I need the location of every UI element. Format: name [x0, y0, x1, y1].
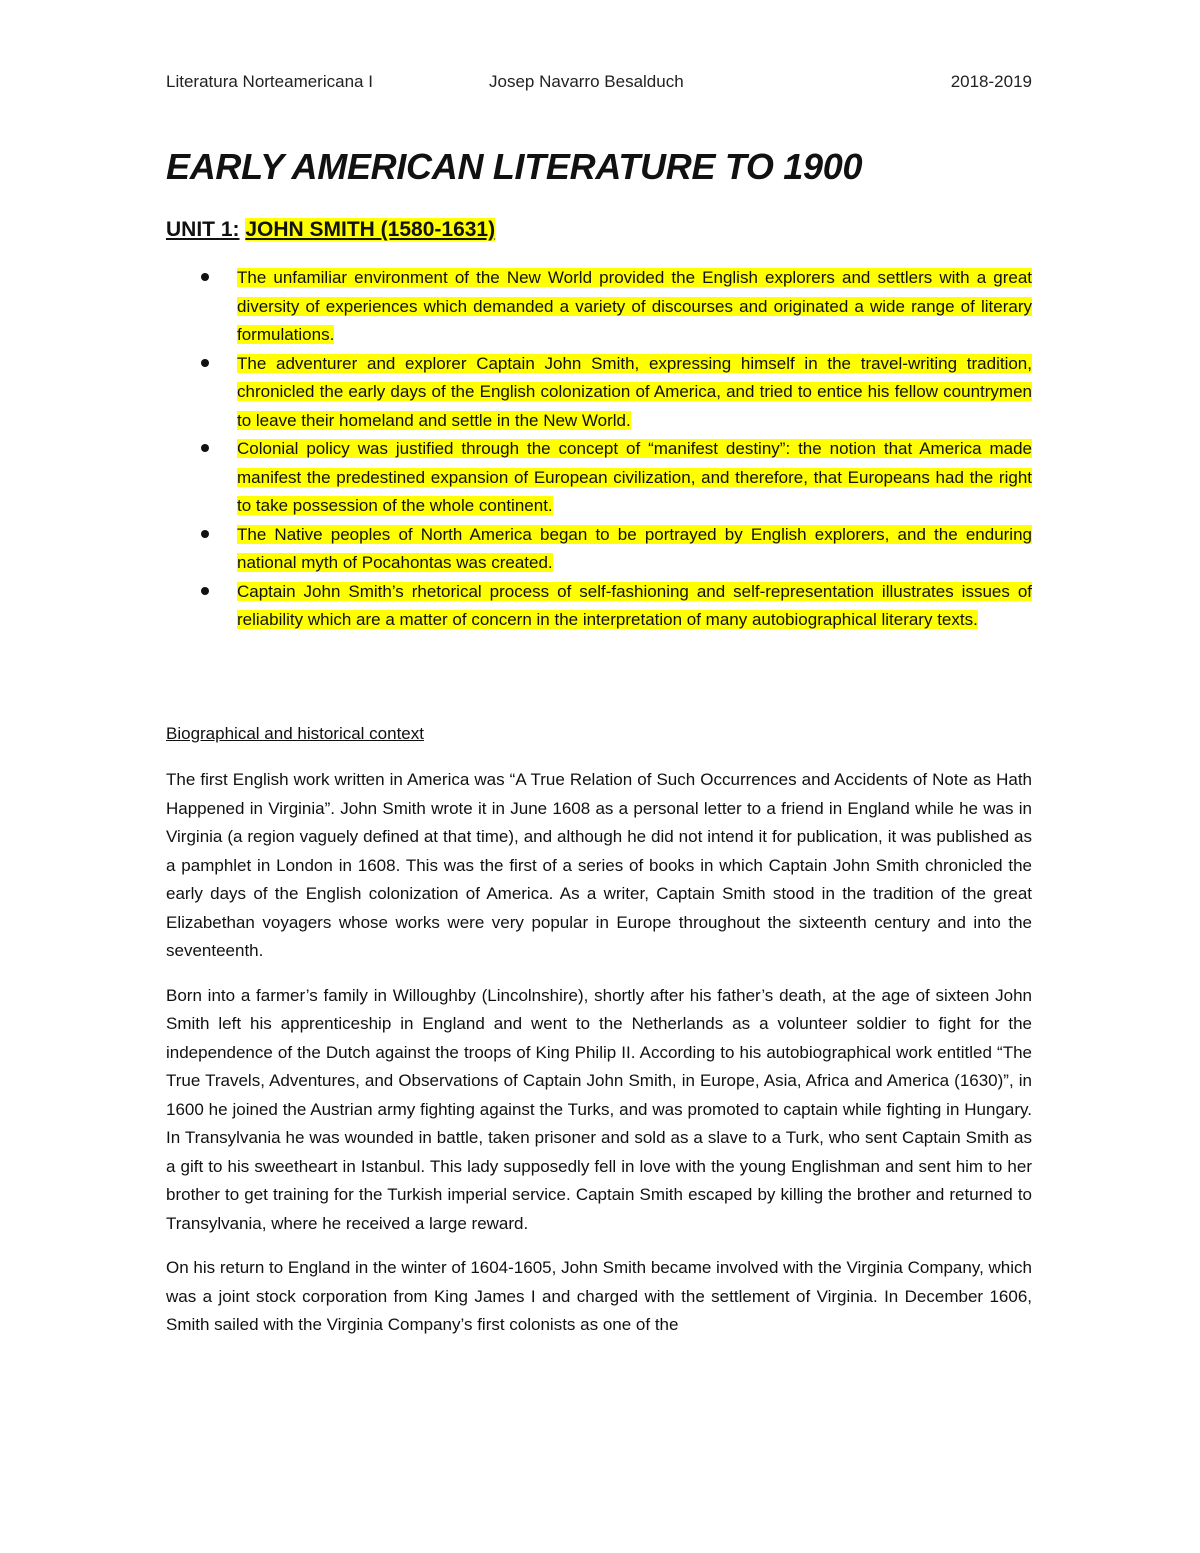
- bullet-item: [166, 350, 1032, 436]
- bullet-icon: [201, 273, 209, 281]
- paragraph: Born into a farmer’s family in Willoughby (Lincolnshire), shortly after his father’s death, at the age of sixteen John Smith left his apprenticeship in England and went to the Netherlands as a volunteer soldier to fight for the independence of the Dutch against the troops of King Philip II. According to his autobiographical work entitled “The True Travels, Adventures, and Observations of Captain John Smith, in Europe, Asia, Africa and America (1630)”, in 1600 he joined the Austrian army fighting against the Turks, and was promoted to captain while fighting in Hungary. In Transylvania he was wounded in battle, taken prisoner and sold as a slave to a Turk, who sent Captain Smith as a gift to his sweetheart in Istanbul. This lady supposedly fell in love with the young Englishman and sent him to her brother to get training for the Turkish imperial service. Captain Smith escaped by killing the brother and returned to Transylvania, where he received a large reward.: [166, 985, 1032, 1233]
- bullet-icon: [201, 444, 209, 452]
- bullet-icon: [201, 359, 209, 367]
- header-author: Josep Navarro Besalduch: [489, 72, 684, 91]
- body-text: [166, 766, 1032, 1356]
- section-heading: Biographical and historical context: [166, 724, 424, 743]
- header-year: 2018-2019: [950, 72, 1032, 91]
- unit-name: JOHN SMITH (1580-1631): [245, 218, 496, 241]
- unit-heading: [166, 218, 495, 242]
- bullet-icon: [201, 587, 209, 595]
- bullet-item: [166, 435, 1032, 521]
- bullet-icon: [201, 530, 209, 538]
- bullet-item: [166, 264, 1032, 350]
- header-course: Literatura Norteamericana I: [166, 72, 373, 91]
- bullet-text: The unfamiliar environment of the New World provided the English explorers and settlers with a great diversity of experiences which demanded a variety of discourses and originated a wide range of literary formulations.: [237, 268, 1032, 344]
- bullet-item: [166, 521, 1032, 578]
- bullet-text: Colonial policy was justified through the concept of “manifest destiny”: the notion that America made manifest the predestined expansion of European civilization, and therefore, that Europeans had the right to take possession of the whole continent.: [237, 439, 1032, 515]
- page-header: [166, 72, 1032, 96]
- bullet-item: [166, 578, 1032, 635]
- paragraph: On his return to England in the winter of 1604-1605, John Smith became involved with the Virginia Company, which was a joint stock corporation from King James I and charged with the settlement of Virginia. In December 1606, Smith sailed with the Virginia Company’s first colonists as one of the: [166, 1258, 1032, 1334]
- unit-label: UNIT 1:: [166, 218, 240, 241]
- document-title: EARLY AMERICAN LITERATURE TO 1900: [166, 146, 863, 187]
- summary-bullet-list: [166, 264, 1032, 635]
- bullet-text: The adventurer and explorer Captain John Smith, expressing himself in the travel-writing tradition, chronicled the early days of the English colonization of America, and tried to entice his fellow countrymen to leave their homeland and settle in the New World.: [237, 353, 1032, 430]
- bullet-text: The Native peoples of North America began to be portrayed by English explorers, and the enduring national myth of Pocahontas was created.: [237, 524, 1032, 572]
- paragraph: The first English work written in America was “A True Relation of Such Occurrences and Accidents of Note as Hath Happened in Virginia”. John Smith wrote it in June 1608 as a personal letter to a friend in England while he was in Virginia (a region vaguely defined at that time), and although he did not intend it for publication, it was published as a pamphlet in London in 1608. This was the first of a series of books in which Captain John Smith chronicled the early days of the English colonization of America. As a writer, Captain Smith stood in the tradition of the great Elizabethan voyagers whose works were very popular in Europe throughout the sixteenth century and into the seventeenth.: [166, 770, 1032, 960]
- bullet-text: Captain John Smith’s rhetorical process of self-fashioning and self-representation illustrates issues of reliability which are a matter of concern in the interpretation of many autobiographical literary texts.: [237, 581, 1032, 629]
